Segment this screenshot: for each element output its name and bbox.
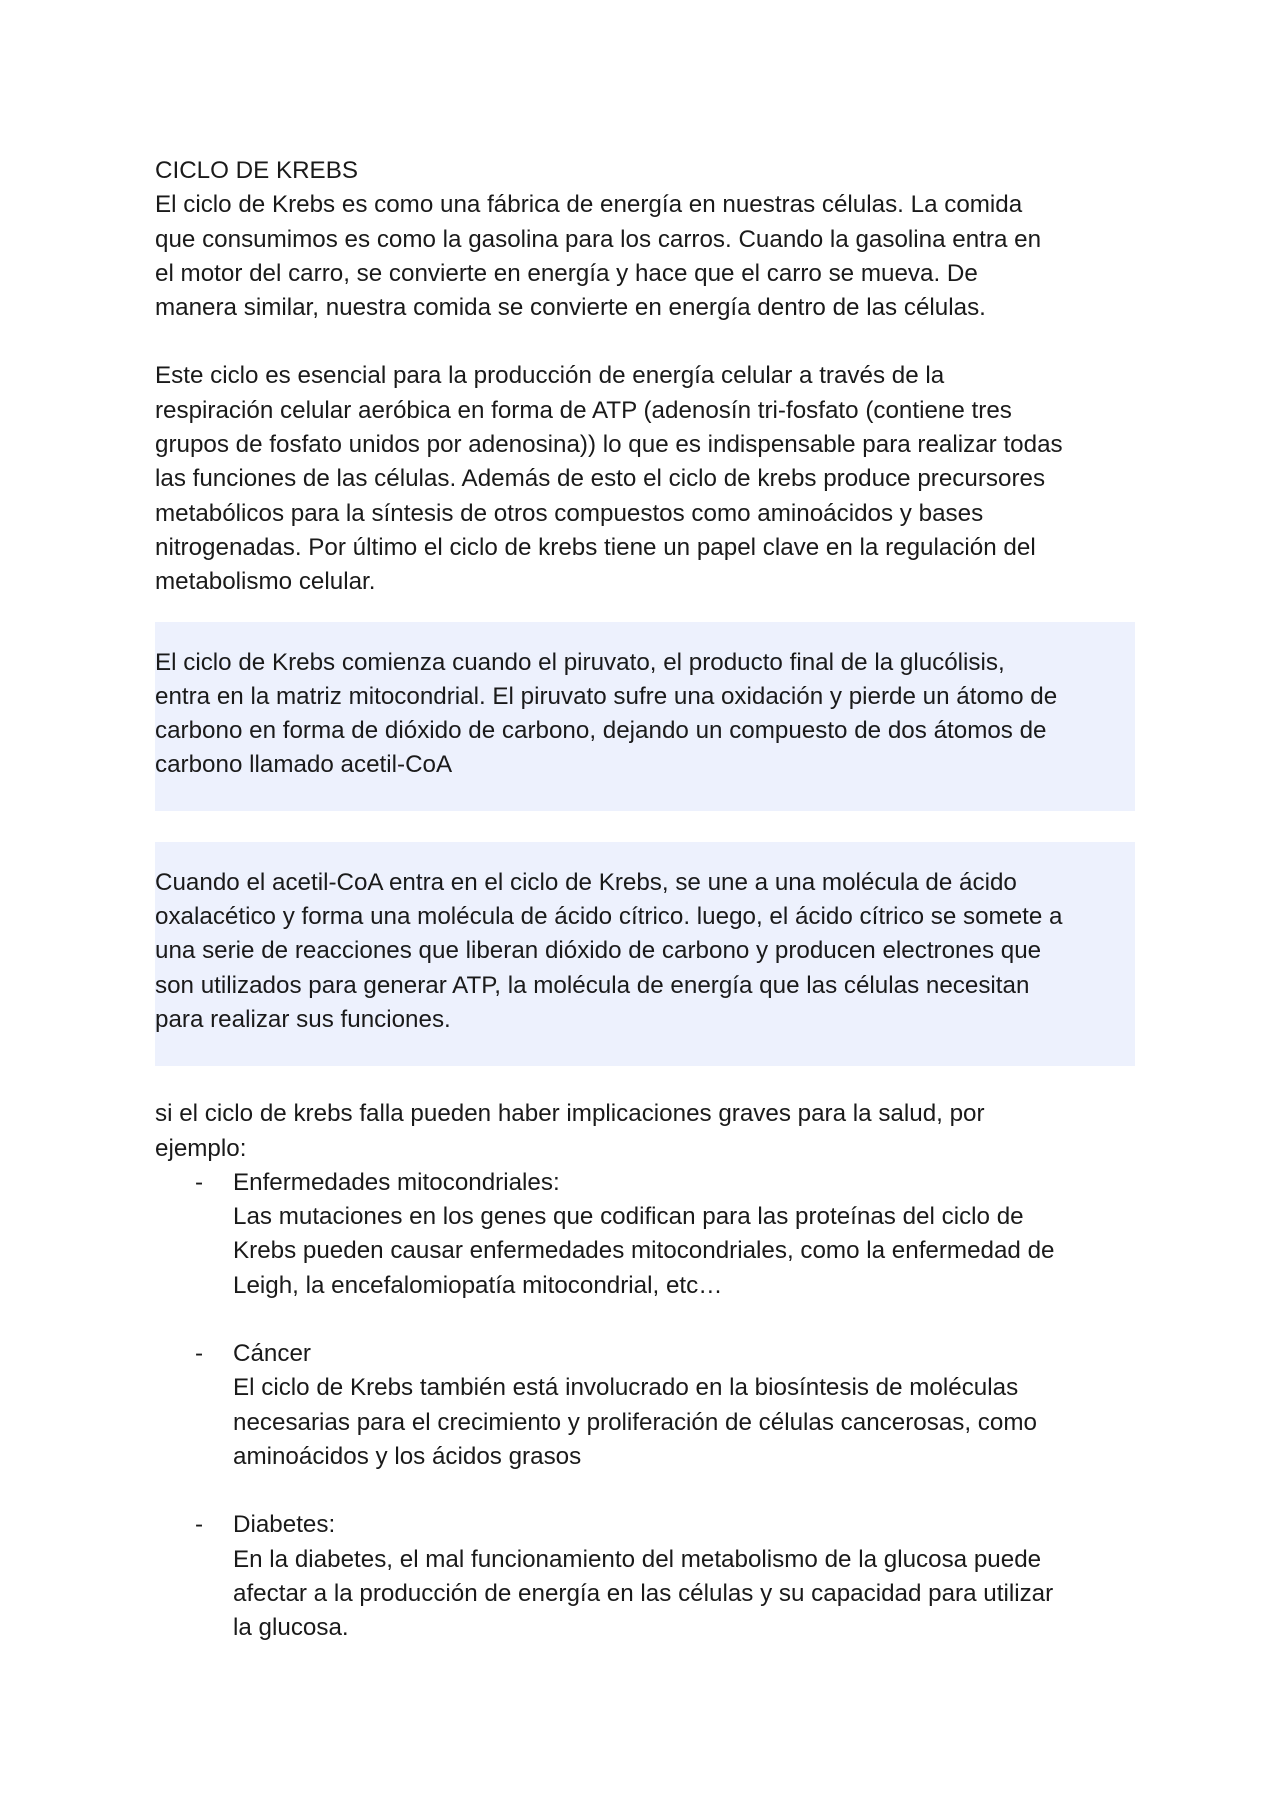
list-item-heading: Diabetes: <box>233 1511 336 1539</box>
list-item-body: Las mutaciones en los genes que codifican para las proteínas del ciclo de Krebs pueden causar enfermedades mitocondriales, como la enfermedad de Leigh, la encefalomiopatía mitocondrial, etc… <box>233 1203 1055 1299</box>
list-item <box>155 1337 1135 1474</box>
list-item-body: El ciclo de Krebs también está involucrado en la biosíntesis de moléculas necesarias para el crecimiento y proliferación de células cancerosas, como aminoácidos y los ácidos grasos <box>233 1374 1037 1470</box>
document-body <box>155 154 1135 1645</box>
list-dash-marker: - <box>195 1168 204 1196</box>
importance-paragraph: Este ciclo es esencial para la producción de energía celular a través de la respiración celular aeróbica en forma de ATP (adenosín tri-fosfato (contiene tres grupos de fosfato unidos por adenosina)) lo que es indispensable para realizar todas las funciones de las células. Además de esto el ciclo de krebs produce precursores metabólicos para la síntesis de otros compuestos como aminoácidos y bases nitrogenadas. Por último el ciclo de krebs tiene un papel clave en la regulación del metabolismo celular. <box>155 362 1063 596</box>
highlight-paragraph-acetyl-coa: Cuando el acetil-CoA entra en el ciclo de Krebs, se une a una molécula de ácido oxalacético y forma una molécula de ácido cítrico. luego, el ácido cítrico se somete a una serie de reacciones que liberan dióxido de carbono y producen electrones que son utilizados para generar ATP, la molécula de energía que las células necesitan para realizar sus funciones. <box>155 868 1063 1033</box>
list-dash-marker: - <box>195 1511 204 1539</box>
paragraph-spacer <box>155 325 1135 359</box>
highlight-block-pyruvate <box>155 622 1135 811</box>
list-item-heading: Enfermedades mitocondriales: <box>233 1168 560 1196</box>
list-item-heading: Cáncer <box>233 1340 311 1368</box>
highlight-block-acetyl-coa <box>155 842 1135 1066</box>
list-dash-marker: - <box>195 1340 204 1368</box>
list-item <box>155 1166 1135 1303</box>
list-item <box>155 1508 1135 1645</box>
intro-paragraph: El ciclo de Krebs es como una fábrica de energía en nuestras células. La comida que consumimos es como la gasolina para los carros. Cuando la gasolina entra en el motor del carro, se convierte en energía y hace que el carro se mueva. De manera similar, nuestra comida se convierte en energía dentro de las células. <box>155 191 1042 322</box>
failure-intro-paragraph: si el ciclo de krebs falla pueden haber implicaciones graves para la salud, por ejemplo: <box>155 1100 985 1162</box>
health-effects-list <box>155 1166 1135 1646</box>
document-title: CICLO DE KREBS <box>155 157 358 184</box>
highlight-paragraph-pyruvate: El ciclo de Krebs comienza cuando el piruvato, el producto final de la glucólisis, entra en la matriz mitocondrial. El piruvato sufre una oxidación y pierde un átomo de carbono en forma de dióxido de carbono, dejando un compuesto de dos átomos de carbono llamado acetil-CoA <box>155 648 1058 779</box>
list-item-body: En la diabetes, el mal funcionamiento del metabolismo de la glucosa puede afectar a la producción de energía en las células y su capacidad para utilizar la glucosa. <box>233 1545 1054 1642</box>
